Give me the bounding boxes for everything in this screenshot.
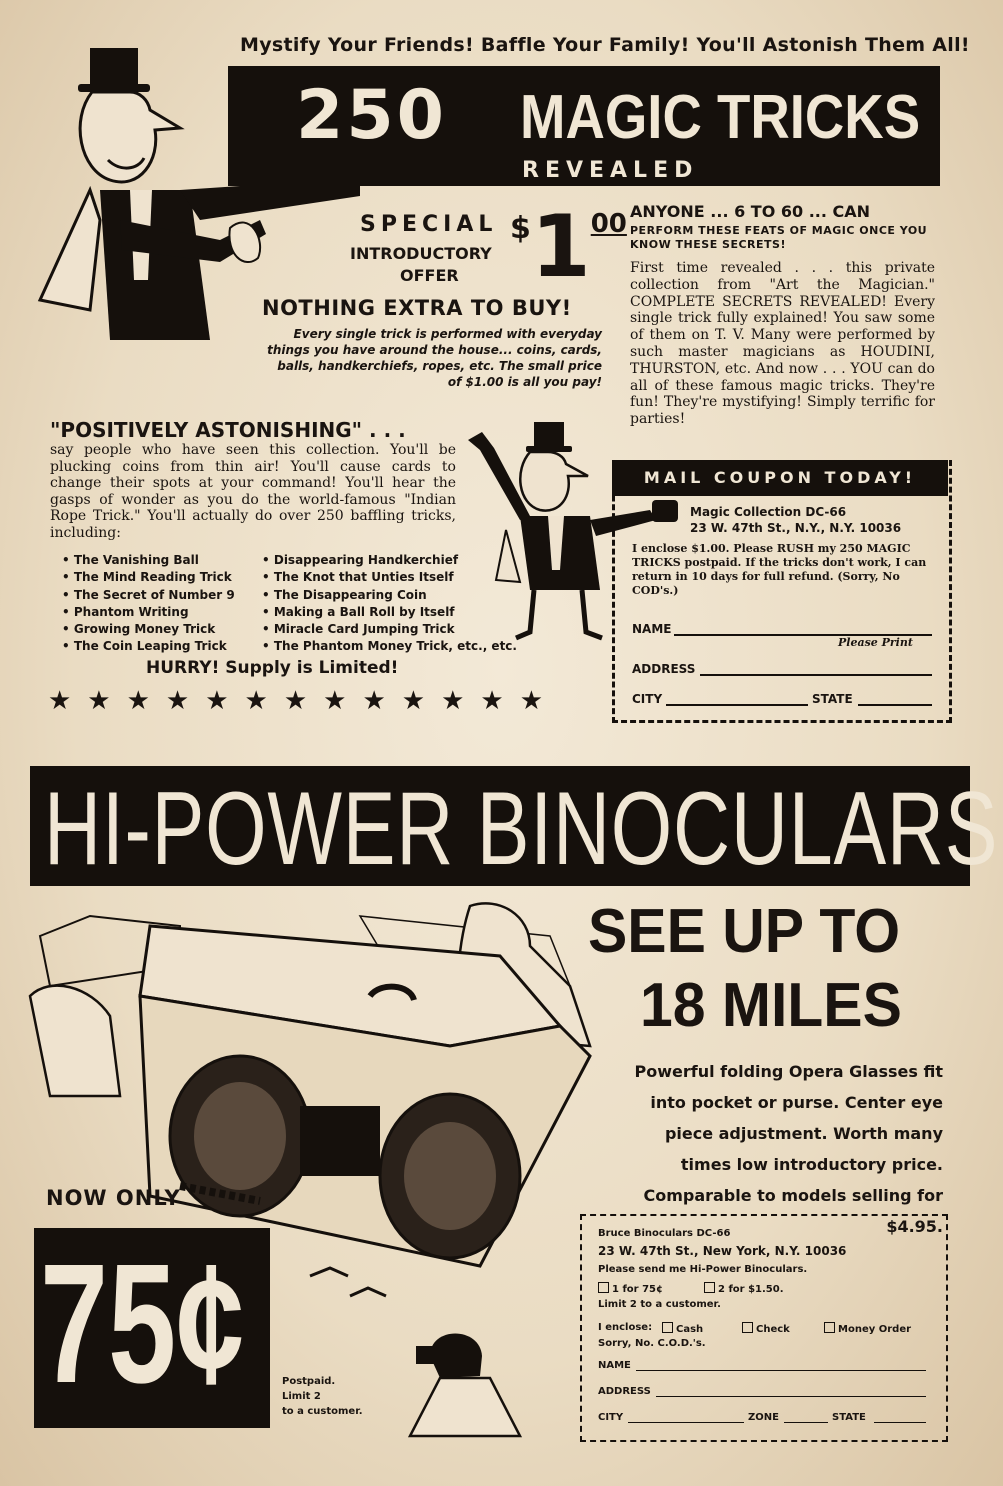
hand-icon: [652, 500, 678, 522]
magic-coupon-address: [690, 504, 901, 536]
check-checkbox-icon[interactable]: [742, 1322, 753, 1333]
money-order-checkbox-icon[interactable]: [824, 1322, 835, 1333]
bino-address-field[interactable]: [656, 1396, 926, 1397]
binoculars-price: 75¢: [40, 1229, 245, 1419]
list-item: • The Mind Reading Trick: [62, 569, 235, 586]
please-send-text: Please send me Hi-Power Binoculars.: [598, 1264, 808, 1275]
city-field[interactable]: [666, 704, 808, 706]
state-field[interactable]: [858, 704, 932, 706]
list-item: • The Disappearing Coin: [262, 587, 517, 604]
binoculars-headline: HI-POWER BINOCULARS: [44, 771, 999, 887]
introductory-label: INTRODUCTORY: [350, 244, 492, 263]
postpaid-line: Limit 2: [282, 1391, 321, 1402]
anyone-heading: ANYONE ... 6 TO 60 ... CAN: [630, 202, 871, 221]
list-item: • Growing Money Trick: [62, 621, 235, 638]
list-item: • Phantom Writing: [62, 604, 235, 621]
check-label: Check: [756, 1324, 790, 1335]
bino-state-label: STATE: [832, 1412, 866, 1423]
cash-label: Cash: [676, 1324, 704, 1335]
postpaid-line: to a customer.: [282, 1406, 363, 1417]
magic-tagline: Mystify Your Friends! Baffle Your Family! You'll Astonish Them All!: [240, 34, 970, 56]
option-one-label: 1 for 75¢: [612, 1284, 663, 1295]
limit-text: Limit 2 to a customer.: [598, 1299, 721, 1310]
magic-headline-title: MAGIC TRICKS: [520, 83, 921, 152]
magic-headline-subtitle: REVEALED: [522, 158, 699, 183]
money-order-label: Money Order: [838, 1324, 912, 1335]
perform-subheading: PERFORM THESE FEATS OF MAGIC ONCE YOU KNOW THESE SECRETS!: [630, 224, 928, 251]
bino-address-label: ADDRESS: [598, 1386, 651, 1397]
check-option[interactable]: [742, 1322, 790, 1335]
binoculars-coupon-company: Bruce Binoculars DC-66: [598, 1228, 731, 1239]
address-label: ADDRESS: [632, 662, 696, 676]
miles-heading: 18 MILES: [640, 971, 902, 1040]
tricks-list-left: [62, 552, 235, 656]
option-two-label: 2 for $1.50.: [718, 1284, 784, 1295]
name-label: NAME: [632, 622, 672, 636]
magic-coupon-street: 23 W. 47th St., N.Y., N.Y. 10036: [690, 521, 902, 535]
offer-label: OFFER: [400, 266, 459, 285]
bino-city-field[interactable]: [628, 1422, 744, 1423]
mail-coupon-header: MAIL COUPON TODAY!: [643, 468, 917, 487]
now-only-label: NOW ONLY: [46, 1186, 181, 1210]
nothing-extra-heading: NOTHING EXTRA TO BUY!: [262, 296, 572, 320]
no-cod-text: Sorry, No. C.O.D.'s.: [598, 1338, 706, 1349]
state-label: STATE: [812, 692, 853, 706]
magic-coupon-enclose-text: I enclose $1.00. Please RUSH my 250 MAGIC TRICKS postpaid. If the tricks don't work, I can return in 10 days for full refund. (Sorry, No COD's.): [632, 542, 927, 597]
special-label: SPECIAL: [360, 212, 498, 237]
bino-name-label: NAME: [598, 1360, 631, 1371]
list-item: • The Coin Leaping Trick: [62, 638, 235, 655]
enclose-label: I enclose:: [598, 1322, 653, 1333]
postpaid-note: [282, 1374, 363, 1419]
list-item: • The Knot that Unties Itself: [262, 569, 517, 586]
list-item: • The Phantom Money Trick, etc., etc.: [262, 638, 517, 655]
bino-city-label: CITY: [598, 1412, 624, 1423]
please-print-note: Please Print: [838, 636, 913, 649]
list-item: • Making a Ball Roll by Itself: [262, 604, 517, 621]
hurry-text: HURRY! Supply is Limited!: [146, 658, 399, 678]
bino-zone-label: ZONE: [748, 1412, 779, 1423]
see-up-to-heading: SEE UP TO: [588, 897, 901, 966]
binoculars-description: Powerful folding Opera Glasses fit into pocket or purse. Center eye piece adjustment. Worth many times low introductory price. Comparable to models selling for $4.95.: [634, 1062, 943, 1236]
man-with-binoculars-illustration: [410, 1316, 530, 1436]
list-item: • The Vanishing Ball: [62, 552, 235, 569]
binoculars-coupon-address: 23 W. 47th St., New York, N.Y. 10036: [598, 1244, 847, 1258]
price-cents: 00: [590, 209, 627, 239]
bino-zone-field[interactable]: [784, 1422, 828, 1423]
say-people-text: say people who have seen this collection. You'll be plucking coins from thin air! You'll cause cards to change their spots at your command! You'll hear the gasps of wonder as you do the world-famous "Indian Rope Trick." You'll actually do over 250 baffling tricks, including:: [50, 442, 456, 541]
price-whole: 1: [530, 197, 591, 297]
money-order-option[interactable]: [824, 1322, 911, 1335]
checkbox-one-icon[interactable]: [598, 1282, 609, 1293]
star-divider: ★★★★★★★★★★★★★: [48, 686, 560, 716]
every-trick-text: Every single trick is performed with everyday things you have around the house... coins, cards, balls, handkerchiefs, ropes, etc. The small price of $1.00 is all you pay!: [267, 327, 602, 389]
price-dollar-sign: $: [510, 211, 531, 246]
first-time-text: First time revealed . . . this private collection from "Art the Magician." COMPLETE SECRETS REVEALED! Every single trick fully explained! You saw some of them on T. V. Many were performed by such master magicians as HOUDINI, THURSTON, etc. And now . . . YOU can do all of these famous magic tricks. They're fun! They're mystifying! Simply terrific for parties!: [630, 260, 935, 428]
postpaid-line: Postpaid.: [282, 1376, 336, 1387]
magic-price: [510, 197, 627, 297]
list-item: • Miracle Card Jumping Trick: [262, 621, 517, 638]
magic-headline-number: 250: [296, 76, 447, 155]
bino-state-field[interactable]: [874, 1422, 926, 1423]
option-one[interactable]: [598, 1282, 663, 1295]
bino-name-field[interactable]: [636, 1370, 926, 1371]
cash-checkbox-icon[interactable]: [662, 1322, 673, 1333]
list-item: • The Secret of Number 9: [62, 587, 235, 604]
list-item: • Disappearing Handkerchief: [262, 552, 517, 569]
city-label: CITY: [632, 692, 663, 706]
positively-heading: "POSITIVELY ASTONISHING" . . .: [50, 418, 406, 442]
magic-coupon-company: Magic Collection DC-66: [690, 505, 847, 519]
checkbox-two-icon[interactable]: [704, 1282, 715, 1293]
cash-option[interactable]: [662, 1322, 703, 1335]
address-field[interactable]: [700, 674, 932, 676]
option-two[interactable]: [704, 1282, 784, 1295]
